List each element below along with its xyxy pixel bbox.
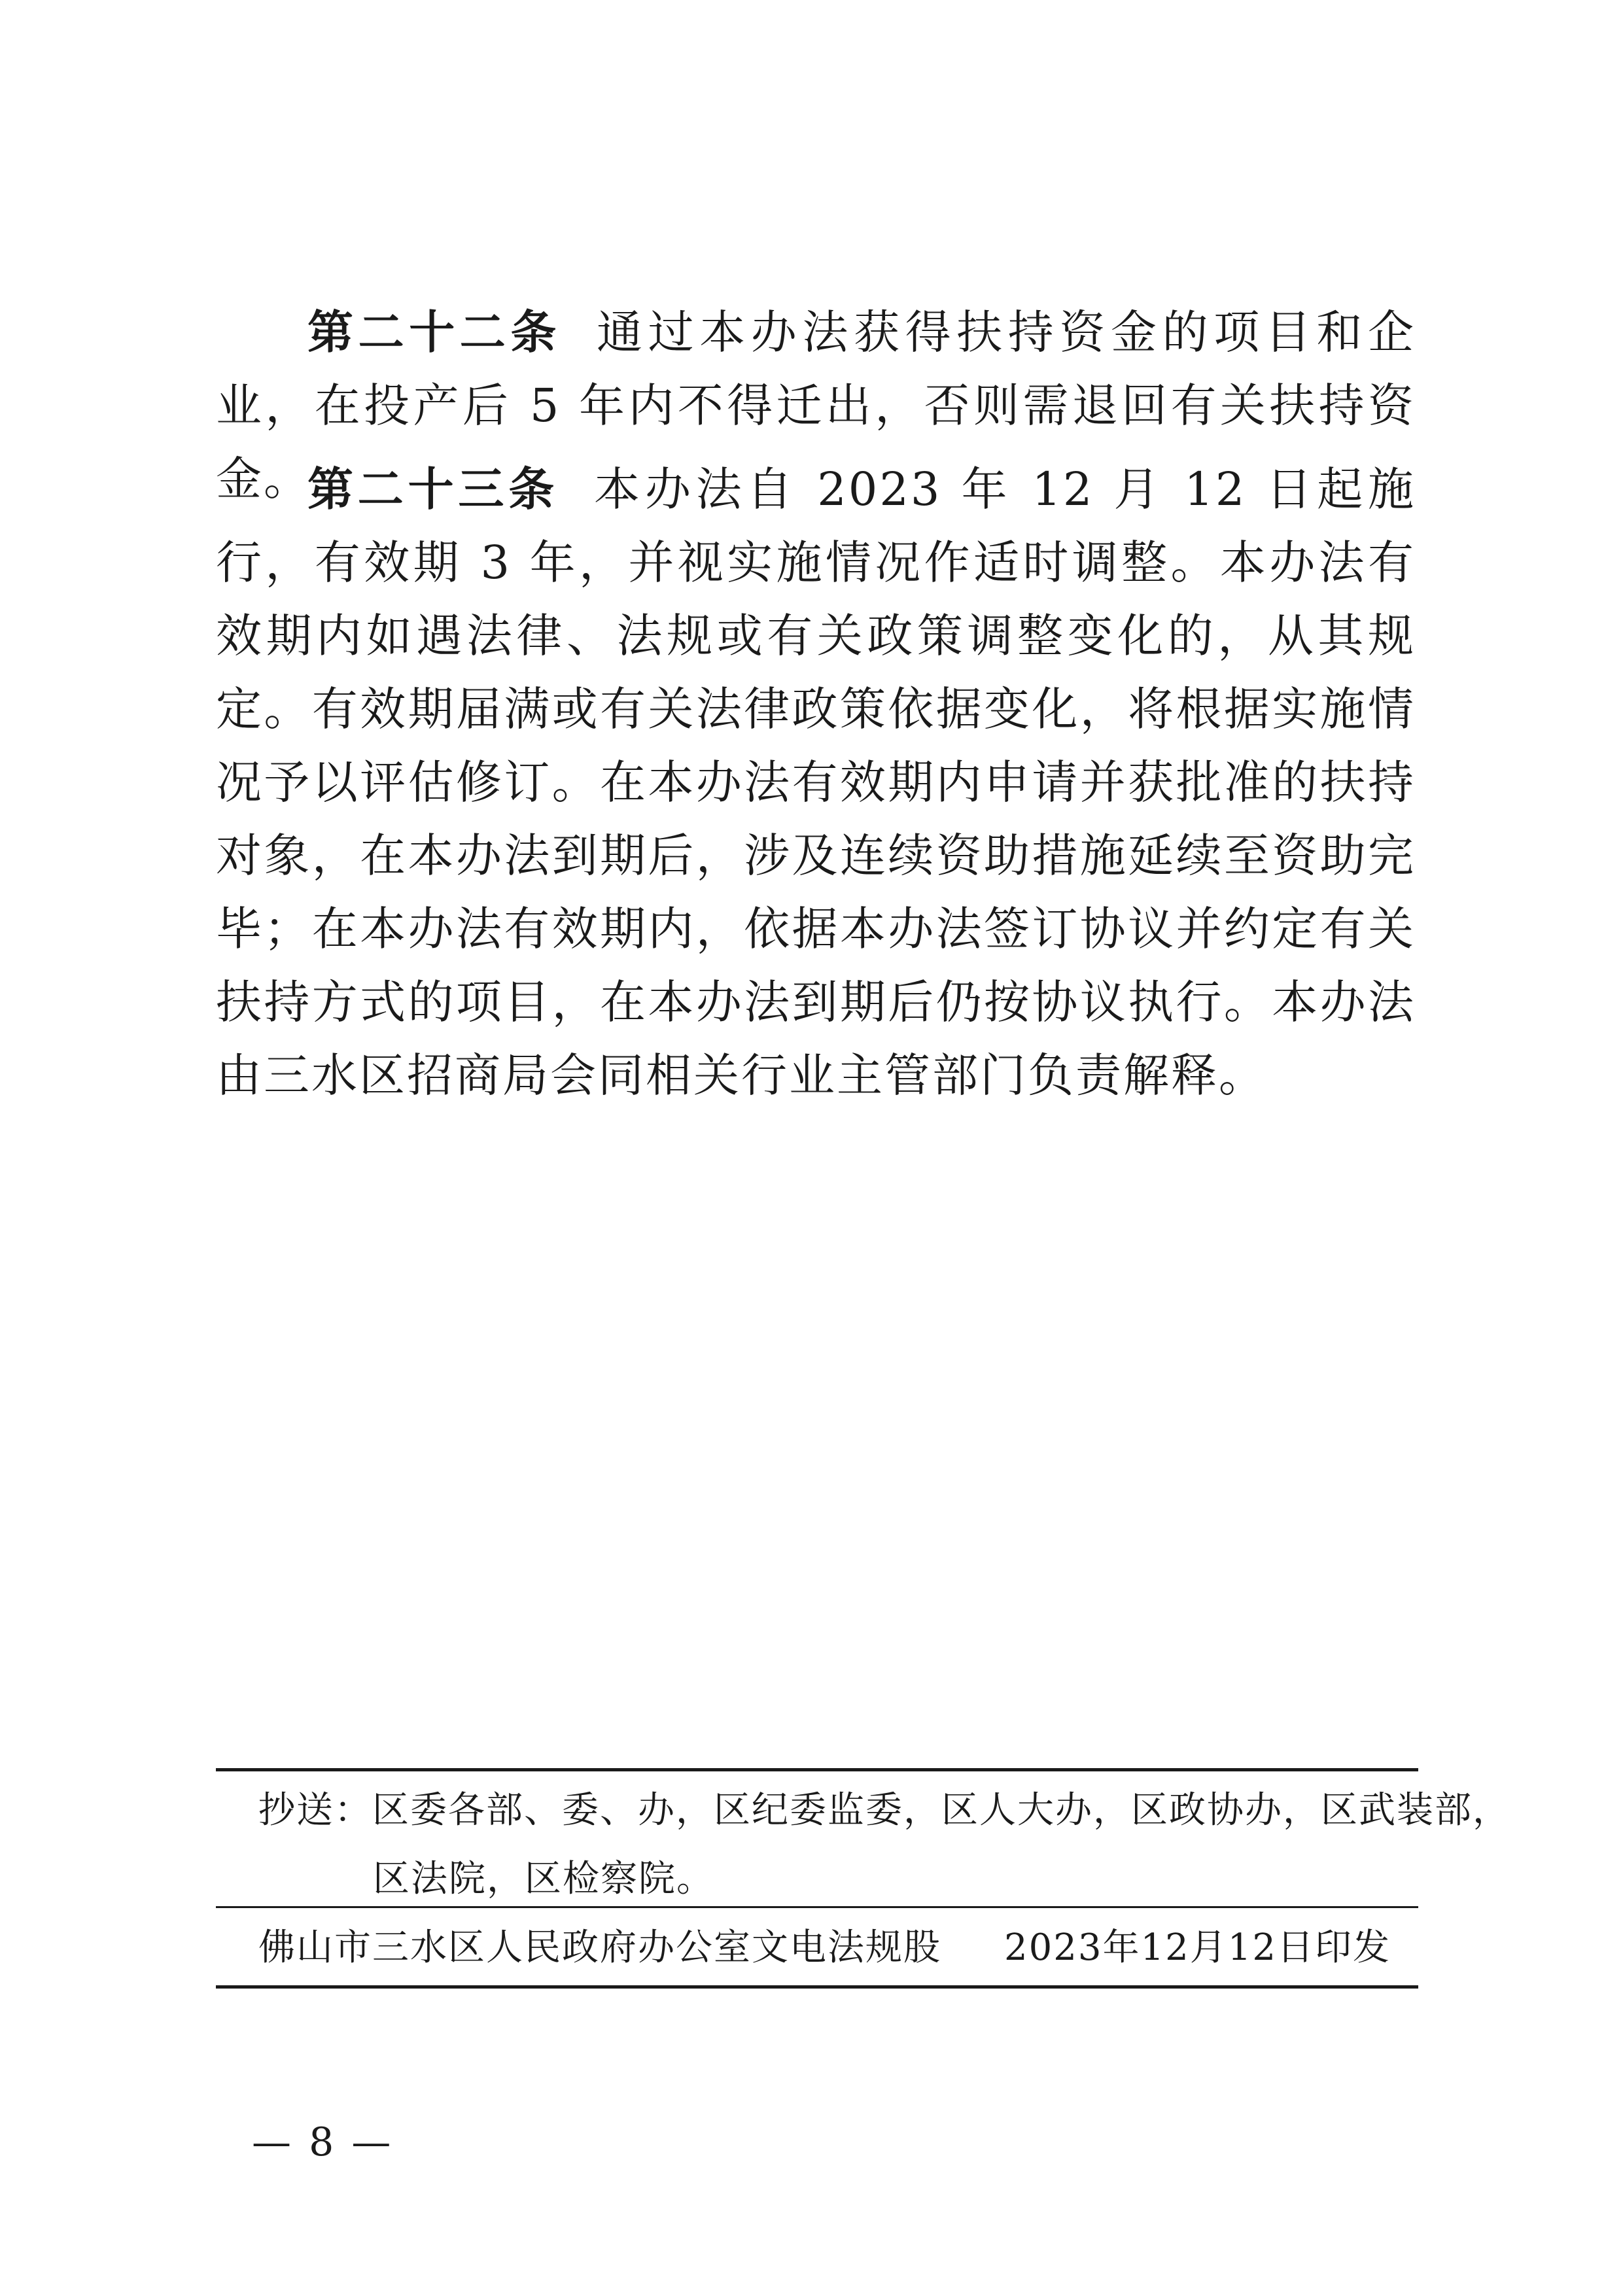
article-23 bbox=[216, 453, 1416, 1112]
issue-date: 2023年12月12日印发 bbox=[1004, 1926, 1391, 1969]
cc-distribution-line-2: 区法院，区检察院。 bbox=[373, 1858, 714, 1900]
footer-middle-rule bbox=[216, 1906, 1418, 1908]
footer-top-rule bbox=[216, 1768, 1418, 1771]
footer-bottom-rule bbox=[216, 1985, 1418, 1989]
article-22-text: 通过本办法获得扶持资金的项目和企业，在投产后 5 年内不得迁出，否则需退回有关扶持资金。 bbox=[216, 305, 1416, 506]
issuing-office: 佛山市三水区人民政府办公室文电法规股 bbox=[258, 1926, 941, 1969]
page-number: — 8 — bbox=[252, 2119, 394, 2165]
article-23-text: 本办法自 2023 年 12 月 12 日起施行，有效期 3 年，并视实施情况作适时调整。本办法有效期内如遇法律、法规或有关政策调整变化的，从其规定。有效期届满或有关法律政策依据变化，将根据实施情况予以评估修订。在本办法有效期内申请并获批准的扶持对象，在本办法到期后，涉及连续资助措施延续至资助完毕；在本办法有效期内，依据本办法签订协议并约定有关扶持方式的项目，在本办法到期后仍按协议执行。本办法由三水区招商局会同相关行业主管部门负责解释。 bbox=[216, 462, 1416, 1102]
article-23-heading: 第二十三条 bbox=[307, 462, 559, 516]
article-22-heading: 第二十二条 bbox=[307, 305, 561, 359]
cc-distribution-line-1: 抄送：区委各部、委、办，区纪委监委，区人大办，区政协办，区武装部， bbox=[258, 1789, 1510, 1832]
